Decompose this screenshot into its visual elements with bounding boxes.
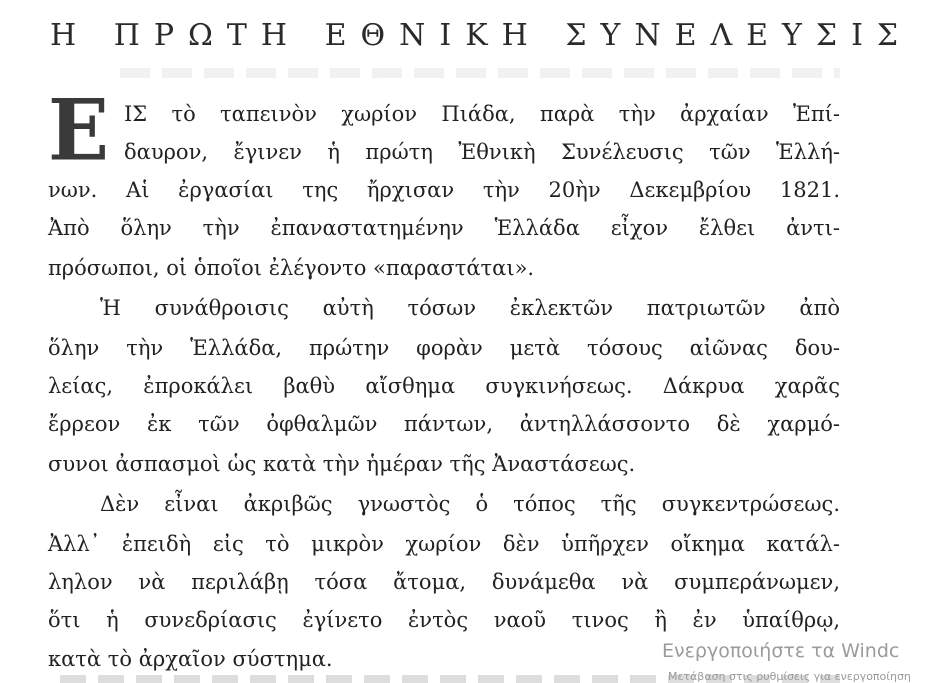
chapter-title: Η ΠΡΩΤΗ ΕΘΝΙΚΗ ΣΥΝΕΛΕΥΣΙΣ — [50, 18, 913, 53]
text-line: συνοι ἀσπασμοὶ ὡς κατὰ τὴν ἡμέραν τῆς Ἀναστάσεως. — [48, 452, 636, 476]
text-line: ἔρρεον ἐκ τῶν ὀφθαλμῶν πάντων, ἀντηλλάσσοντο δὲ χαρμό- — [48, 412, 840, 436]
text-line: πρόσωποι, οἱ ὁποῖοι ἐλέγοντο «παραστάται». — [48, 256, 535, 280]
text-line: Ἀπὸ ὅλην τὴν ἐπαναστατημένην Ἑλλάδα εἶχον ἔλθει ἀντι- — [48, 216, 840, 240]
text-line: ὅτι ἡ συνεδρίασις ἐγίνετο ἐντὸς ναοῦ τινος ἢ ἐν ὑπαίθρῳ, — [48, 608, 840, 632]
text-line: δαυρον, ἔγινεν ἡ πρώτη Ἐθνικὴ Συνέλευσις τῶν Ἑλλή- — [124, 140, 840, 164]
text-line: κατὰ τὸ ἀρχαῖον σύστημα. — [48, 647, 333, 671]
text-line: Ἡ συνάθροισις αὐτὴ τόσων ἐκλεκτῶν πατριωτῶν ἀπὸ — [100, 296, 840, 320]
windows-activation-subtext: Μετάβαση στις ρυθμίσεις για ενεργοποίηση — [668, 670, 911, 683]
text-line: ΙΣ τὸ ταπεινὸν χωρίον Πιάδα, παρὰ τὴν ἀρχαίαν Ἐπί- — [124, 102, 840, 126]
text-line: Δὲν εἶναι ἀκριβῶς γνωστὸς ὁ τόπος τῆς συγκεντρώσεως. — [100, 492, 840, 516]
show-through-line — [120, 68, 840, 78]
windows-activation-watermark: Ενεργοποιήστε τα Windc — [662, 640, 900, 662]
drop-cap — [48, 80, 116, 180]
text-line: ληλον νὰ περιλάβῃ τόσα ἄτομα, δυνάμεθα νὰ συμπεράνωμεν, — [48, 570, 840, 594]
text-line: Ἀλλ᾽ ἐπειδὴ εἰς τὸ μικρὸν χωρίον δὲν ὑπῆρχεν οἴκημα κατάλ- — [48, 532, 840, 556]
drop-cap-letter: E — [48, 80, 109, 180]
text-line: λείας, ἐπροκάλει βαθὺ αἴσθημα συγκινήσεως. Δάκρυα χαρᾶς — [48, 374, 840, 398]
text-line: νων. Αἱ ἐργασίαι της ἤρχισαν τὴν 20ὴν Δεκεμβρίου 1821. — [48, 178, 840, 202]
text-line: ὅλην τὴν Ἑλλάδα, πρώτην φορὰν μετὰ τόσους αἰῶνας δου- — [48, 336, 840, 360]
